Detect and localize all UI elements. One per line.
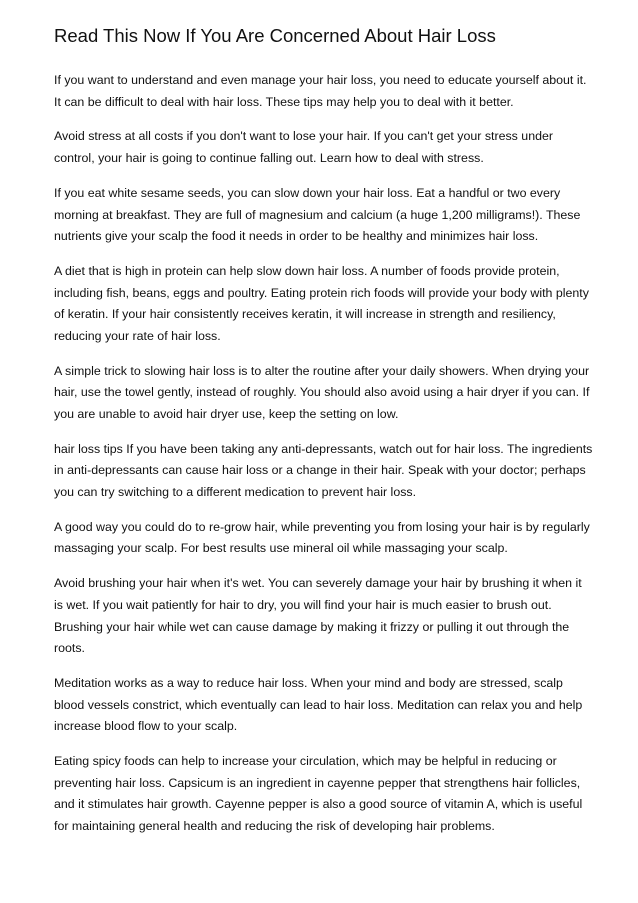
paragraph-protein: A diet that is high in protein can help slow down hair loss. A number of foods provide protein, including fish, beans, eggs and poultry. Eating protein rich foods will provide your body with plenty of keratin. If your hair consistently receives keratin, it will increase in strength and resiliency, reducing your rate of hair loss. (54, 264, 589, 343)
paragraph-anti-depressants: hair loss tips If you have been taking any anti-depressants, watch out for hair loss. The ingredients in anti-depressants can cause hair loss or a change in their hair. Speak with your doctor; perhaps you can try switching to a different medication to prevent hair loss. (54, 441, 593, 499)
paragraph-intro: If you want to understand and even manage your hair loss, you need to educate yourself about it. It can be difficult to deal with hair loss. These tips may help you to deal with it better. (54, 73, 587, 109)
document-page (54, 24, 594, 851)
paragraph-scalp-massage: A good way you could do to re-grow hair, while preventing you from losing your hair is by regularly massaging your scalp. For best results use mineral oil while massaging your scalp. (54, 519, 590, 556)
paragraph-stress: Avoid stress at all costs if you don't want to lose your hair. If you can't get your stress under control, your hair is going to continue falling out. Learn how to deal with stress. (54, 129, 554, 166)
document-title: Read This Now If You Are Concerned About Hair Loss (54, 25, 496, 46)
paragraph-shower-routine: A simple trick to slowing hair loss is to alter the routine after your daily showers. When drying your hair, use the towel gently, instead of roughly. You should also avoid using a hair dryer if you can. If you are unable to avoid hair dryer use, keep the setting on low. (54, 363, 590, 421)
paragraph-sesame-seeds: If you eat white sesame seeds, you can slow down your hair loss. Eat a handful or two every morning at breakfast. They are full of magnesium and calcium (a huge 1,200 milligrams!). These nutrients give your scalp the food it needs in order to be healthy and minimizes hair loss. (54, 185, 581, 244)
paragraph-meditation: Meditation works as a way to reduce hair loss. When your mind and body are stressed, scalp blood vessels constrict, which eventually can lead to hair loss. Meditation can relax you and help increase blood flow to your scalp. (54, 676, 583, 734)
paragraph-spicy-foods: Eating spicy foods can help to increase your circulation, which may be helpful in reducing or preventing hair loss. Capsicum is an ingredient in cayenne pepper that strengthens hair follicles, and it stimulates hair growth. Cayenne pepper is also a good source of vitamin A, which is useful for maintaining general health and reducing the risk of developing hair problems. (54, 754, 583, 833)
paragraph-wet-brushing: Avoid brushing your hair when it's wet. You can severely damage your hair by brushing it when it is wet. If you wait patiently for hair to dry, you will find your hair is much easier to brush out. Brushing your hair while wet can cause damage by making it frizzy or pulling it out through the roots. (54, 576, 582, 656)
